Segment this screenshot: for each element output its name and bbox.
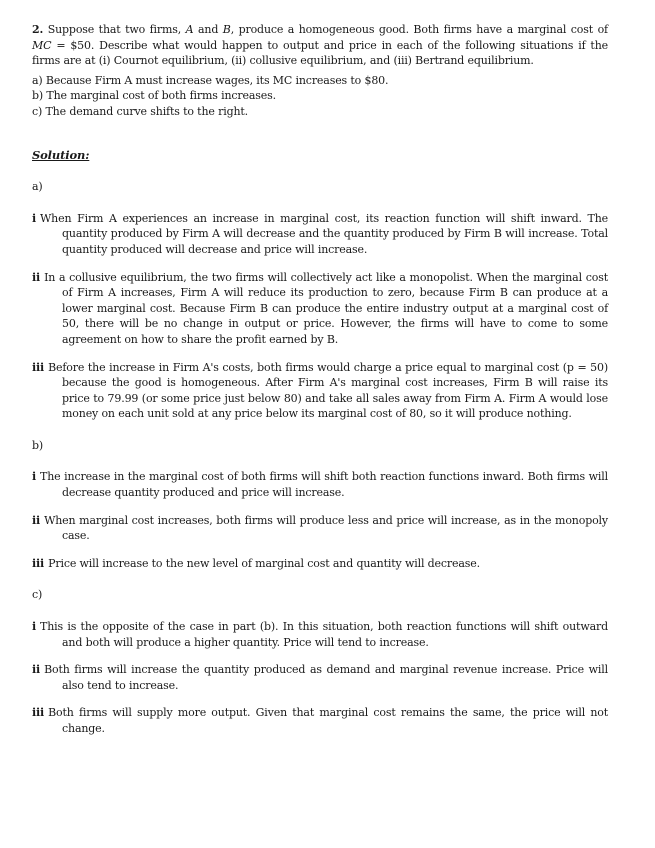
roman-numeral: i	[32, 620, 37, 634]
solution-heading: Solution:	[32, 147, 90, 162]
answer-c-i	[32, 619, 608, 650]
answer-text: When marginal cost increases, both firms will produce less and price will increase, as in the monopoly case.	[44, 513, 608, 543]
roman-numeral: ii	[32, 663, 41, 677]
answer-a-iii	[32, 360, 608, 422]
part-label-a: a)	[32, 180, 43, 194]
answer-text: This is the opposite of the case in part (b). In this situation, both reaction functions will shift outward and both will produce a higher quantity. Price will tend to increase.	[40, 620, 608, 649]
roman-numeral: ii	[32, 513, 41, 527]
question-subparts	[32, 73, 608, 120]
answer-c-ii	[32, 662, 608, 693]
answer-text: Before the increase in Firm A's costs, both firms would charge a price equal to marginal cost (p = 50) because the good is homogeneous. After Firm A's marginal cost increases, Firm B will raise its price to 79.99 (or some price just below 80) and take all sales away from Firm A. Firm A would lose money on each unit sold at any price below its marginal cost of 80, so it will produce nothing.	[48, 360, 608, 421]
roman-numeral: iii	[32, 706, 45, 720]
roman-numeral: iii	[32, 360, 45, 374]
answer-text: The increase in the marginal cost of both firms will shift both reaction functions inward. Both firms will decrease quantity produced and price will increase.	[40, 470, 608, 500]
firm-b-symbol: B	[222, 23, 231, 36]
answer-text: Both firms will increase the quantity produced as demand and marginal revenue increase. Price will also tend to increase.	[44, 663, 608, 692]
roman-numeral: i	[32, 211, 37, 225]
and-word: and	[198, 23, 219, 36]
answer-a-ii	[32, 270, 608, 348]
question-paragraph	[32, 22, 608, 69]
roman-numeral: ii	[32, 270, 41, 284]
question-intro: Suppose that two firms,	[47, 23, 182, 36]
question-number: 2.	[32, 23, 44, 36]
question-subpart-a: a) Because Firm A must increase wages, its MC increases to $80.	[32, 73, 389, 87]
answer-a-i	[32, 211, 608, 258]
answer-text: Both firms will supply more output. Given that marginal cost remains the same, the price will not change.	[48, 706, 608, 735]
firm-a-symbol: A	[185, 23, 194, 36]
question-mc-value: = $50. Describe what would happen to output and price in each of the following situations if the firms are at (i) Cournot equilibrium, (ii) collusive equilibrium, and (iii) Bertrand equilibrium.	[32, 38, 608, 68]
part-label-b: b)	[32, 438, 44, 452]
question-subpart-c: c) The demand curve shifts to the right.	[32, 104, 249, 118]
mc-symbol: MC	[32, 38, 52, 52]
document-page	[32, 22, 608, 737]
answer-text: In a collusive equilibrium, the two firms will collectively act like a monopolist. When the marginal cost of Firm A increases, Firm A will reduce its production to zero, because Firm B can produce at a lower marginal cost. Because Firm B can produce the entire industry output at a marginal cost of 50, there will be no change in output or price. However, the firms will have to come to some agreement on how to share the profit earned by B.	[44, 270, 608, 346]
answer-text: Price will increase to the new level of marginal cost and quantity will decrease.	[48, 556, 480, 570]
answer-b-iii	[32, 556, 608, 572]
answer-text: When Firm A experiences an increase in marginal cost, its reaction function will shift inward. The quantity produced by Firm A will decrease and the quantity produced by Firm B will increase. Total quantity produced will decrease and price will increase.	[40, 211, 608, 256]
question-intro-mid: , produce a homogeneous good. Both firms have a marginal cost of	[230, 23, 608, 36]
roman-numeral: iii	[32, 556, 45, 570]
part-label-c: c)	[32, 588, 43, 602]
question-subpart-b: b) The marginal cost of both firms increases.	[32, 89, 276, 103]
roman-numeral: i	[32, 470, 37, 484]
answer-b-i	[32, 469, 608, 500]
answer-b-ii	[32, 513, 608, 544]
answer-c-iii	[32, 705, 608, 736]
